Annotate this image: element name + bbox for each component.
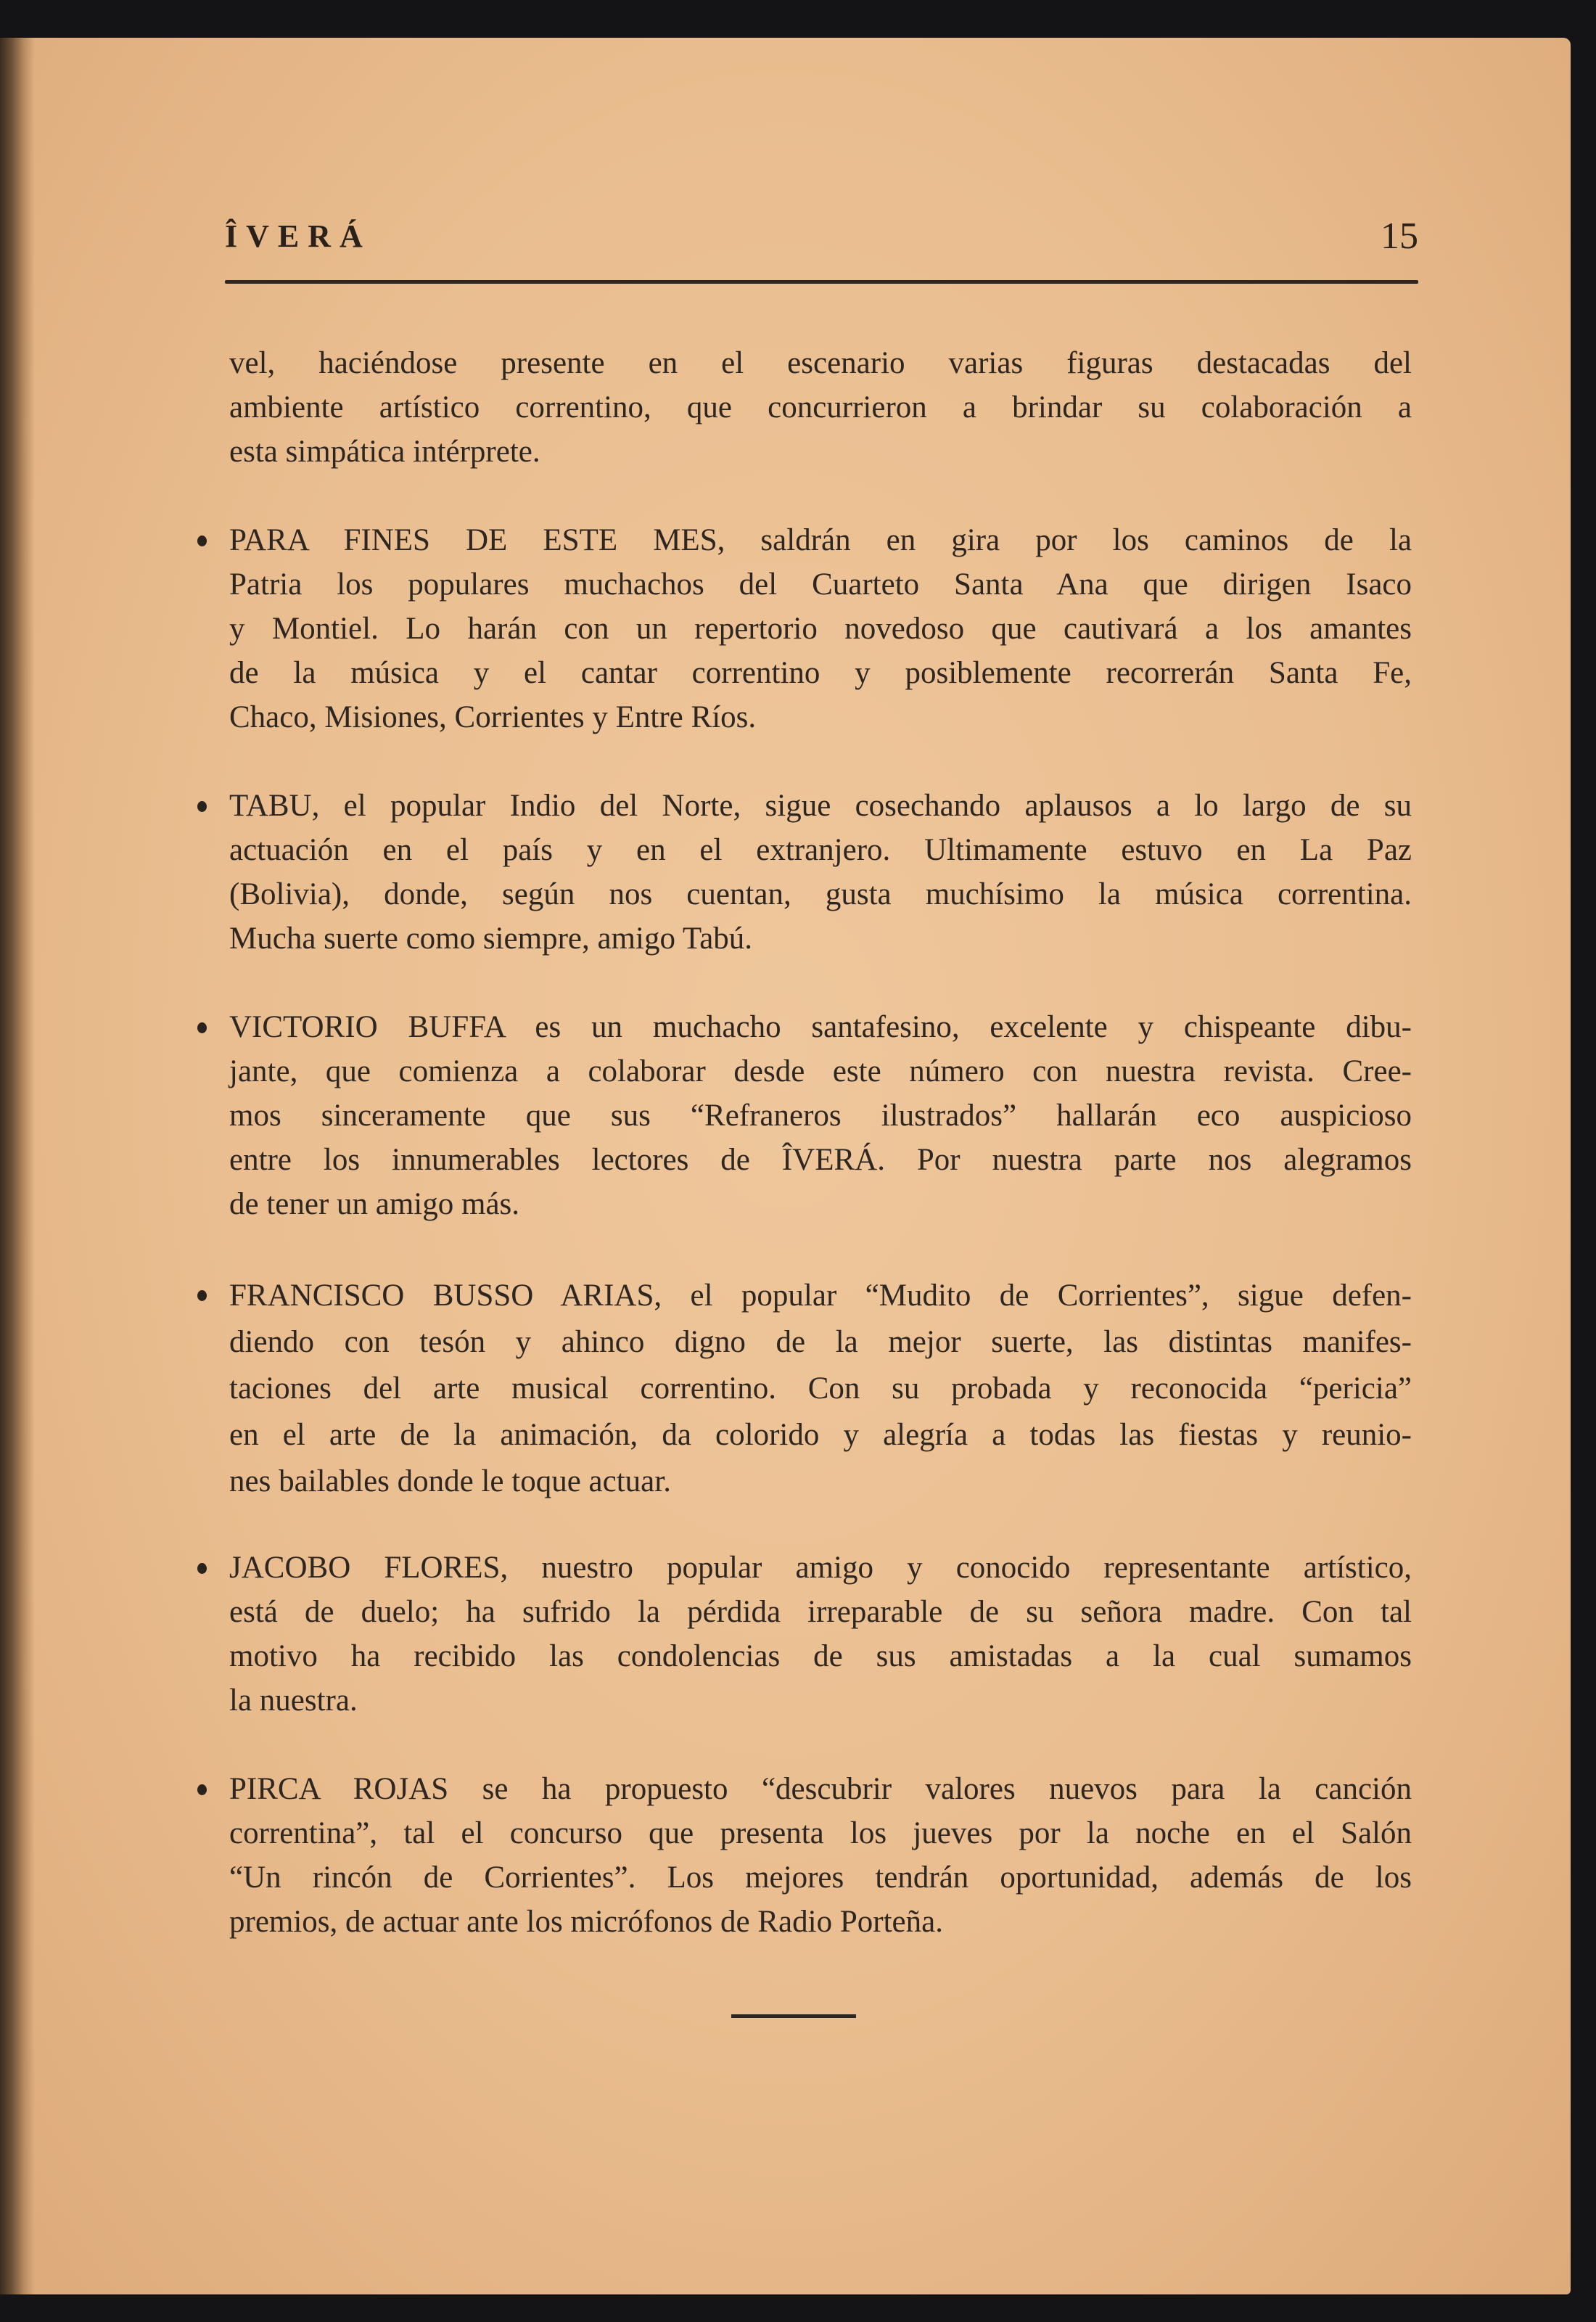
end-rule	[731, 2014, 856, 2018]
article-body	[229, 341, 1412, 1988]
header-rule	[225, 280, 1418, 284]
news-item	[229, 1546, 1412, 1723]
page-number: 15	[1381, 216, 1418, 257]
news-item	[229, 341, 1412, 474]
page-binding-edge	[0, 38, 35, 2294]
magazine-title: ÎVERÁ	[225, 218, 371, 254]
text-line: mos sinceramente que sus “Refraneros ilustrados” hallarán eco auspicioso	[229, 1099, 1412, 1133]
text-line: VICTORIO BUFFA es un muchacho santafesino, excelente y chispeante dibu-	[229, 1010, 1412, 1044]
text-line: nes bailables donde le toque actuar.	[229, 1464, 671, 1498]
text-line: Chaco, Misiones, Corrientes y Entre Ríos.	[229, 700, 757, 734]
running-header	[225, 218, 1418, 261]
bullet-icon	[197, 1563, 207, 1574]
text-line: de tener un amigo más.	[229, 1187, 520, 1221]
text-line: ambiente artístico correntino, que concurrieron a brindar su colaboración a	[229, 390, 1412, 424]
text-line: “Un rincón de Corrientes”. Los mejores tendrán oportunidad, además de los	[229, 1861, 1412, 1895]
text-line: jante, que comienza a colaborar desde este número con nuestra revista. Cree-	[229, 1054, 1412, 1088]
text-line: FRANCISCO BUSSO ARIAS, el popular “Mudito de Corrientes”, sigue defen-	[229, 1279, 1412, 1313]
text-line: taciones del arte musical correntino. Con su probada y reconocida “pericia”	[229, 1371, 1412, 1406]
text-line: diendo con tesón y ahinco digno de la mejor suerte, las distintas manifes-	[229, 1325, 1412, 1359]
text-line: PIRCA ROJAS se ha propuesto “descubrir valores nuevos para la canción	[229, 1772, 1412, 1806]
text-line: PARA FINES DE ESTE MES, saldrán en gira por los caminos de la	[229, 523, 1412, 557]
text-line: TABU, el popular Indio del Norte, sigue cosechando aplausos a lo largo de su	[229, 789, 1412, 823]
bullet-icon	[197, 1022, 207, 1033]
bullet-icon	[197, 1784, 207, 1795]
text-line: y Montiel. Lo harán con un repertorio novedoso que cautivará a los amantes	[229, 612, 1412, 646]
text-line: está de duelo; ha sufrido la pérdida irreparable de su señora madre. Con tal	[229, 1595, 1412, 1629]
bullet-icon	[197, 801, 207, 812]
news-item	[229, 1273, 1412, 1505]
text-line: actuación en el país y en el extranjero. Ultimamente estuvo en La Paz	[229, 833, 1412, 867]
text-line: correntina”, tal el concurso que presenta los jueves por la noche en el Salón	[229, 1816, 1412, 1850]
text-line: la nuestra.	[229, 1683, 358, 1718]
text-line: JACOBO FLORES, nuestro popular amigo y conocido representante artístico,	[229, 1551, 1412, 1585]
text-line: Mucha suerte como siempre, amigo Tabú.	[229, 922, 753, 956]
news-item	[229, 1767, 1412, 1944]
text-line: esta simpática intérprete.	[229, 435, 540, 469]
text-line: (Bolivia), donde, según nos cuentan, gusta muchísimo la música correntina.	[229, 877, 1412, 911]
news-item	[229, 1005, 1412, 1226]
text-line: Patria los populares muchachos del Cuarteto Santa Ana que dirigen Isaco	[229, 567, 1412, 602]
bullet-icon	[197, 1290, 207, 1301]
text-line: entre los innumerables lectores de ÎVERÁ. Por nuestra parte nos alegramos	[229, 1143, 1412, 1177]
bullet-icon	[197, 536, 207, 546]
text-line: vel, haciéndose presente en el escenario varias figuras destacadas del	[229, 346, 1412, 380]
text-line: en el arte de la animación, da colorido y alegría a todas las fiestas y reunio-	[229, 1418, 1412, 1452]
text-line: premios, de actuar ante los micrófonos de Radio Porteña.	[229, 1905, 943, 1939]
text-line: motivo ha recibido las condolencias de sus amistadas a la cual sumamos	[229, 1639, 1412, 1673]
news-item	[229, 518, 1412, 739]
news-item	[229, 784, 1412, 961]
text-line: de la música y el cantar correntino y posiblemente recorrerán Santa Fe,	[229, 656, 1412, 690]
